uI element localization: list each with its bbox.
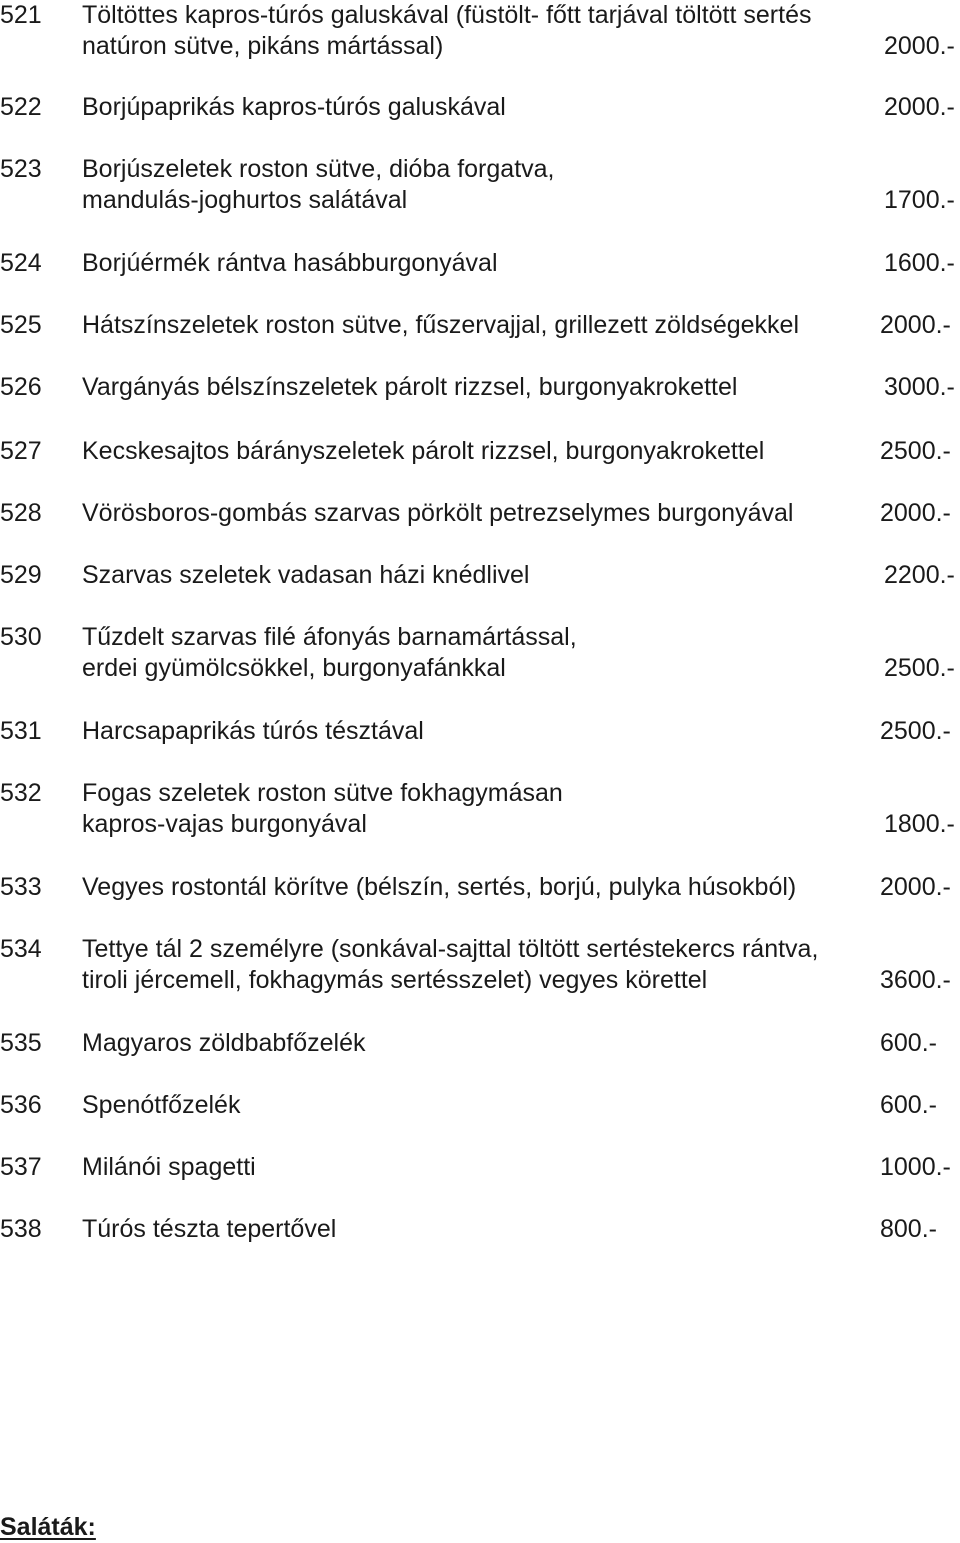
item-description: Milánói spagetti bbox=[82, 1153, 256, 1181]
item-price: 2500.- bbox=[880, 717, 951, 745]
item-number: 524 bbox=[0, 249, 42, 277]
item-price: 2000.- bbox=[884, 32, 955, 60]
item-description: Borjúpaprikás kapros-túrós galuskával bbox=[82, 93, 506, 121]
item-price: 2000.- bbox=[880, 311, 951, 339]
item-number: 527 bbox=[0, 437, 42, 465]
menu-item-535 bbox=[0, 1028, 960, 1059]
menu-item-538 bbox=[0, 1214, 960, 1245]
item-number: 537 bbox=[0, 1153, 42, 1181]
item-number: 526 bbox=[0, 373, 42, 401]
item-price: 2000.- bbox=[880, 499, 951, 527]
menu-item-522 bbox=[0, 92, 960, 123]
menu-item-532 bbox=[0, 778, 960, 840]
item-description: Kecskesajtos bárányszeletek párolt rizzsel, burgonyakrokettel bbox=[82, 437, 765, 465]
menu-item-529 bbox=[0, 560, 960, 591]
menu-item-537 bbox=[0, 1152, 960, 1183]
item-description: Szarvas szeletek vadasan házi knédlivel bbox=[82, 561, 530, 589]
menu-item-526 bbox=[0, 372, 960, 403]
item-description: Magyaros zöldbabfőzelék bbox=[82, 1029, 366, 1057]
item-number: 532 bbox=[0, 779, 42, 807]
menu-item-525 bbox=[0, 310, 960, 341]
item-price: 2500.- bbox=[884, 654, 955, 682]
menu-item-523 bbox=[0, 154, 960, 216]
item-description: Vargányás bélszínszeletek párolt rizzsel, burgonyakrokettel bbox=[82, 373, 738, 401]
item-price: 2500.- bbox=[880, 437, 951, 465]
item-description: Harcsapaprikás túrós tésztával bbox=[82, 717, 424, 745]
item-price: 2200.- bbox=[884, 561, 955, 589]
item-number: 535 bbox=[0, 1029, 42, 1057]
item-number: 534 bbox=[0, 935, 42, 963]
item-price: 3000.- bbox=[884, 373, 955, 401]
menu-item-524 bbox=[0, 248, 960, 279]
item-description: Borjúérmék rántva hasábburgonyával bbox=[82, 249, 498, 277]
item-description: Túrós tészta tepertővel bbox=[82, 1215, 337, 1243]
menu-item-534 bbox=[0, 934, 960, 996]
item-price: 3600.- bbox=[880, 966, 951, 994]
item-price: 2000.- bbox=[880, 873, 951, 901]
menu-item-536 bbox=[0, 1090, 960, 1121]
item-price: 1800.- bbox=[884, 810, 955, 838]
menu-item-527 bbox=[0, 436, 960, 467]
menu-item-521 bbox=[0, 0, 960, 62]
item-price: 600.- bbox=[880, 1029, 937, 1057]
item-number: 521 bbox=[0, 1, 42, 29]
item-description: Spenótfőzelék bbox=[82, 1091, 241, 1119]
item-description: Vegyes rostontál körítve (bélszín, sertés, borjú, pulyka húsokból) bbox=[82, 873, 797, 901]
item-number: 536 bbox=[0, 1091, 42, 1119]
item-price: 1700.- bbox=[884, 186, 955, 214]
item-description: Vörösboros-gombás szarvas pörkölt petrezselymes burgonyával bbox=[82, 499, 794, 527]
item-number: 538 bbox=[0, 1215, 42, 1243]
item-price: 1000.- bbox=[880, 1153, 951, 1181]
item-price: 800.- bbox=[880, 1215, 937, 1243]
item-number: 530 bbox=[0, 623, 42, 651]
item-number: 525 bbox=[0, 311, 42, 339]
item-description: Tűzdelt szarvas filé áfonyás barnamártással, erdei gyümölcsökkel, burgonyafánkkal bbox=[82, 623, 577, 682]
section-heading-salads: Saláták: bbox=[0, 1513, 96, 1541]
item-price: 600.- bbox=[880, 1091, 937, 1119]
item-description: Fogas szeletek roston sütve fokhagymásan kapros-vajas burgonyával bbox=[82, 779, 563, 838]
item-price: 1600.- bbox=[884, 249, 955, 277]
item-number: 522 bbox=[0, 93, 42, 121]
item-number: 529 bbox=[0, 561, 42, 589]
menu-item-528 bbox=[0, 498, 960, 529]
item-number: 533 bbox=[0, 873, 42, 901]
item-number: 523 bbox=[0, 155, 42, 183]
item-description: Borjúszeletek roston sütve, dióba forgatva, mandulás-joghurtos salátával bbox=[82, 155, 555, 214]
menu-item-530 bbox=[0, 622, 960, 684]
item-number: 531 bbox=[0, 717, 42, 745]
item-description: Tettye tál 2 személyre (sonkával-sajttal töltött sertéstekercs rántva, tiroli jércemell, fokhagymás sertésszelet) vegyes körettel bbox=[82, 935, 819, 994]
menu-item-533 bbox=[0, 872, 960, 903]
menu-item-531 bbox=[0, 716, 960, 747]
item-number: 528 bbox=[0, 499, 42, 527]
item-description: Töltöttes kapros-túrós galuskával (füstölt- főtt tarjával töltött sertés natúron sütve, pikáns mártással) bbox=[82, 1, 812, 60]
item-description: Hátszínszeletek roston sütve, fűszervajjal, grillezett zöldségekkel bbox=[82, 311, 799, 339]
item-price: 2000.- bbox=[884, 93, 955, 121]
